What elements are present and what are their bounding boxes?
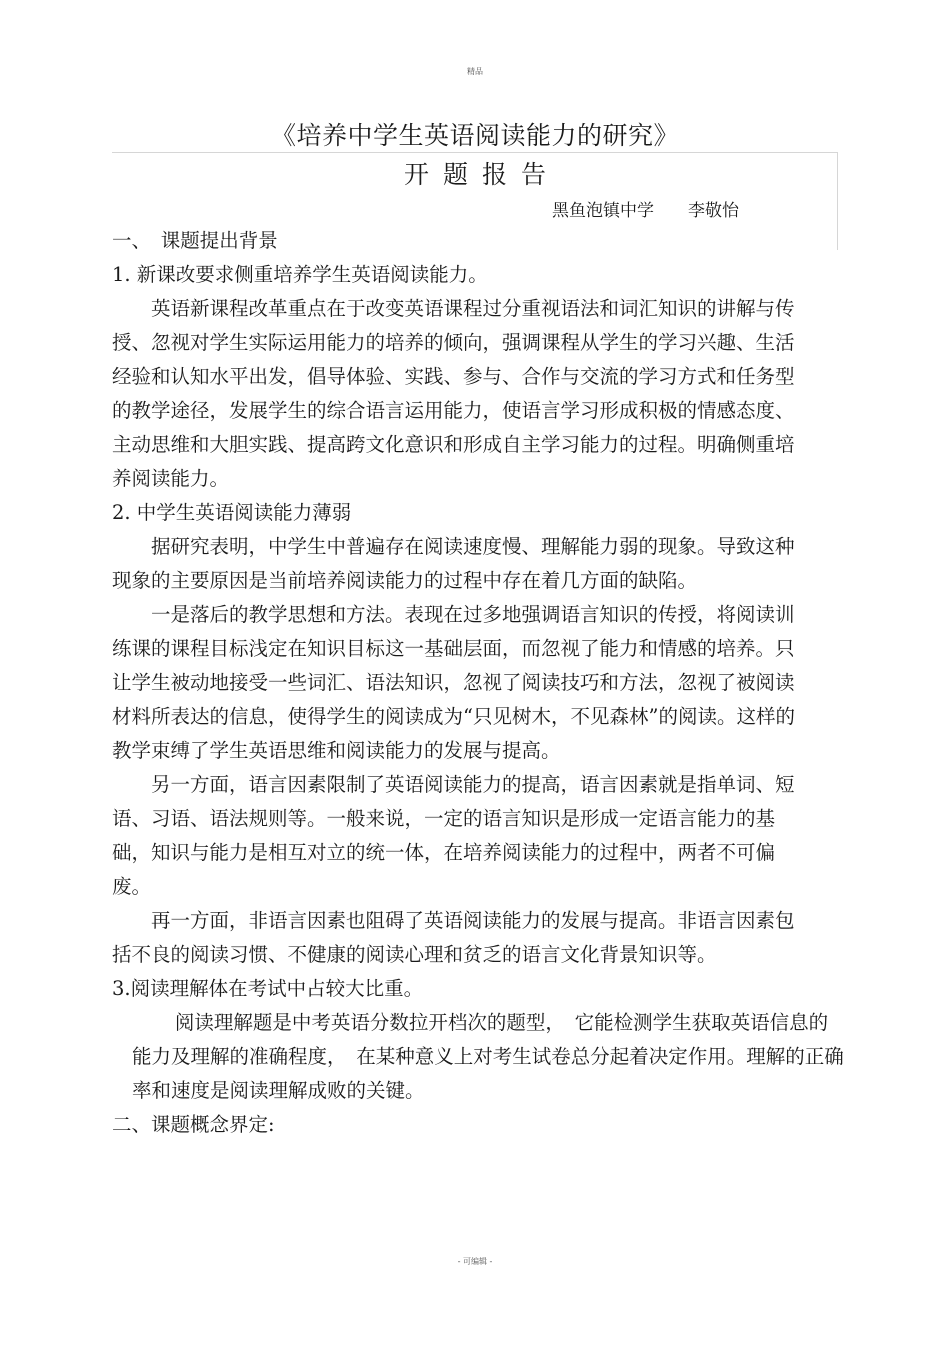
point-3-body: 阅读理解题是中考英语分数拉开档次的题型， 它能检测学生获取英语信息的能力及理解的准确程度， 在某种意义上对考生试卷总分起着决定作用。理解的正确率和速度是阅读理解成败的关键。	[132, 1011, 844, 1102]
point-2-paragraph-1: 据研究表明，中学生中普遍存在阅读速度慢、理解能力弱的现象。导致这种现象的主要原因是当前培养阅读能力的过程中存在着几方面的缺陷。	[112, 535, 795, 592]
document-title: 《培养中学生英语阅读能力的研究》	[270, 121, 679, 150]
point-2-paragraph-3: 另一方面，语言因素限制了英语阅读能力的提高，语言因素就是指单词、短语、习语、语法规则等。一般来说，一定的语言知识是形成一定语言能力的基础，知识与能力是相互对立的统一体，在培养阅读能力的过程中，两者不可偏废。	[112, 773, 795, 898]
author-line: 黑鱼泡镇中学 李敬怡	[552, 201, 739, 221]
point-3-heading: 3.阅读理解体在考试中占较大比重。	[112, 977, 424, 1000]
page-footer-mark: - 可编辑 -	[457, 1257, 493, 1266]
point-1-body: 英语新课程改革重点在于改变英语课程过分重视语法和词汇知识的讲解与传授、忽视对学生实际运用能力的培养的倾向，强调课程从学生的学习兴趣、生活经验和认知水平出发，倡导体验、实践、参与、合作与交流的学习方式和任务型的教学途径，发展学生的综合语言运用能力，使语言学习形成积极的情感态度、主动思维和大胆实践、提高跨文化意识和形成自主学习能力的过程。明确侧重培养阅读能力。	[112, 297, 795, 490]
header-rule-horizontal	[112, 152, 838, 153]
document-subtitle: 开题报告	[403, 160, 560, 189]
point-1-heading: 1. 新课改要求侧重培养学生英语阅读能力。	[112, 263, 488, 286]
point-2-paragraph-4: 再一方面，非语言因素也阻碍了英语阅读能力的发展与提高。非语言因素包括不良的阅读习惯、不健康的阅读心理和贫乏的语言文化背景知识等。	[112, 909, 795, 966]
point-2-heading: 2. 中学生英语阅读能力薄弱	[112, 501, 352, 524]
point-2-paragraph-2: 一是落后的教学思想和方法。表现在过多地强调语言知识的传授，将阅读训练课的课程目标浅定在知识目标这一基础层面，而忽视了能力和情感的培养。只让学生被动地接受一些词汇、语法知识，忽视了阅读技巧和方法，忽视了被阅读材料所表达的信息，使得学生的阅读成为“只见树木，不见森林”的阅读。这样的教学束缚了学生英语思维和阅读能力的发展与提高。	[112, 603, 795, 762]
section-2-heading: 二、课题概念界定:	[112, 1113, 275, 1136]
section-1-heading: 一、 课题提出背景	[112, 229, 278, 252]
page-header-mark: 精品	[467, 67, 483, 76]
document-body	[112, 224, 844, 1142]
